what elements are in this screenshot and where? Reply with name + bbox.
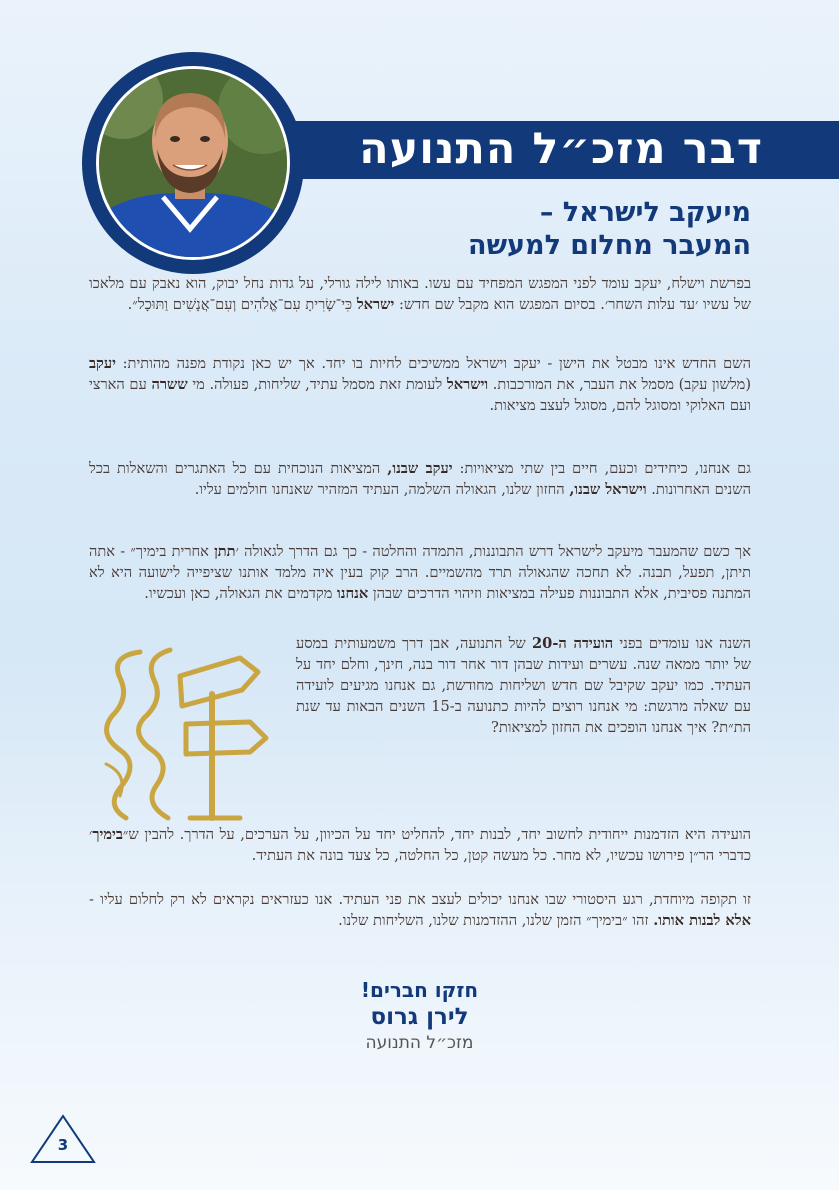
emphasis-text: יעקב שבנו, xyxy=(387,460,453,477)
text-run: המציאות הנוכחית עם כל האתגרים והשאלות בכל השנים האחרונות. xyxy=(89,460,751,498)
text-run: (מלשון עקב) מסמל את העבר, את המורכבות. xyxy=(488,376,752,393)
author-portrait xyxy=(96,66,290,260)
emphasis-text: יעקב xyxy=(89,355,116,372)
paragraph-1 xyxy=(89,273,751,315)
text-run: ׳ כדברי הר״ן פירושו עכשיו, לא מחר. כל מעשה קטן, כל החלטה, כל צעד בונה את העתיד. xyxy=(89,826,751,864)
text-run: מקדמים את הגאולה, כאן ועכשיו. xyxy=(144,585,337,602)
emphasis-text: תתן xyxy=(214,543,236,560)
text-run: עם הארצי ועם האלוקי ומסוגל להם, מסוגל לעצב מציאות. xyxy=(89,376,751,414)
emphasis-text: בימיך xyxy=(92,826,123,843)
emphasis-text: וישראל שבנו, xyxy=(569,481,647,498)
text-run: זו תקופה מיוחדת, רגע היסטורי שבו אנחנו יכולים לעצב את פני העתיד. אנו כעזראים נקראים לא רק לחלום עליו - xyxy=(89,891,751,908)
text-run: כִּי־שָׂרִיתָ עִם־אֱלֹהִים וְעִם־אֲנָשִׁים וַתּוּכָל״. xyxy=(127,296,357,313)
paragraph-3 xyxy=(89,458,751,500)
text-run: לעומת זאת מסמל עתיד, שליחות, פעולה. מי xyxy=(187,376,447,393)
emphasis-text: ששרה xyxy=(151,376,188,393)
paragraph-6 xyxy=(89,824,751,866)
page-title: דבר מזכ״ל התנועה xyxy=(359,124,763,174)
signoff-role: מזכ״ל התנועה xyxy=(365,1033,474,1053)
paragraph-5 xyxy=(296,633,751,738)
text-run: גם אנחנו, כיחידים וכעם, חיים בין שתי מציאויות: xyxy=(452,460,751,477)
emphasis-text: הועידה ה-20 xyxy=(532,635,614,652)
subtitle-line-2: המעבר מחלום למעשה xyxy=(468,230,751,261)
signoff-name: לירן גרוס xyxy=(370,1004,469,1030)
signoff-greeting: חזקו חברים! xyxy=(360,978,479,1002)
paragraph-4 xyxy=(89,541,751,604)
subtitle-line-1: מיעקב לישראל – xyxy=(539,197,751,228)
emphasis-text: ישראל xyxy=(356,296,395,313)
text-run: החזון שלנו, הגאולה השלמה, העתיד המזהיר שאנחנו חולמים עליו. xyxy=(194,481,570,498)
emphasis-text: וישראל xyxy=(446,376,489,393)
text-run: זהו ״בימיך״ הזמן שלנו, ההזדמנות שלנו, השליחות שלנו. xyxy=(338,912,654,929)
text-run: השם החדש אינו מבטל את הישן - יעקב וישראל ממשיכים לחיות בו יחד. אך יש כאן נקודת מפנה מהותית: xyxy=(115,355,751,372)
text-run: של התנועה, אבן דרך משמעותית במסע של יותר ממאה שנה. עשרים ועידות שבהן דור אחר דור בנה, חינך, וחלם יחד על העתיד. כמו יעקב שקיבל שם חדש ושליחות מחודשת, גם אנחנו מגיעים לועידה עם שאלה מרגשת: מי אנחנו רוצים להיות כתנועה ב-15 השנים הבאות עד שנת הת״ת? איך אנחנו הופכים את החזון למציאות? xyxy=(296,635,752,736)
emphasis-text: אלא לבנות אותו. xyxy=(653,912,751,929)
paragraph-2 xyxy=(89,353,751,416)
signpost-road-icon xyxy=(100,646,310,822)
text-run: אך כשם שהמעבר מיעקב לישראל דרש התבוננות, התמדה והחלטה - כך גם הדרך לגאולה ׳ xyxy=(235,543,751,560)
paragraph-7 xyxy=(89,889,751,931)
text-run: אחרית בימיך״ - אתה תיתן, תפעל, תבנה. לא תחכה שהגאולה תרד מהשמיים. הרב קוק בעין איה מלמד אותנו שציפייה לישועה היא לא המתנה פסיבית, אלא התבוננות פעילה במציאות וזיהוי הדרכים שבהן xyxy=(89,543,751,602)
portrait-illustration xyxy=(96,69,287,260)
emphasis-text: אנחנו xyxy=(337,585,369,602)
page-number: 3 xyxy=(57,1136,69,1154)
text-run: בפרשת וישלח, יעקב עומד לפני המפגש המפחיד עם עשו. באותו לילה גורלי, על גדות נחל יבוק, הוא נאבק עם מלאכו של עשיו ׳עד עלות השחר׳. בסיום המפגש הוא מקבל שם חדש: xyxy=(89,275,751,313)
text-run: הועידה היא הזדמנות ייחודית לחשוב יחד, לבנות יחד, להחליט יחד על הכיוון, על הערכים, על הדרך. להבין ש״ xyxy=(122,826,751,843)
article-subtitle xyxy=(321,196,751,262)
text-run: השנה אנו עומדים בפני xyxy=(613,635,751,652)
